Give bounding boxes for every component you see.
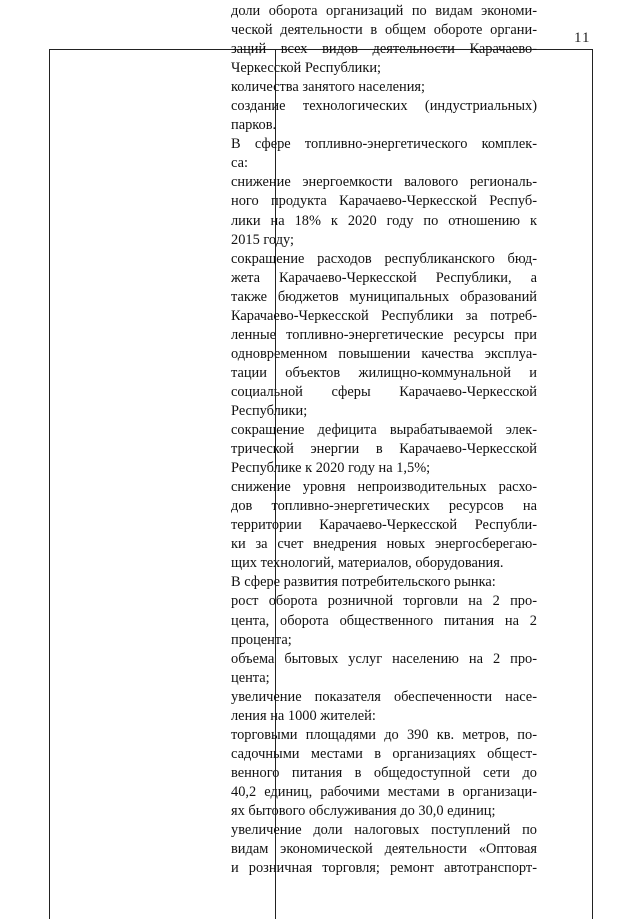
text-line: Черкесской Республики; (231, 60, 382, 77)
text-line: ленные топливно-энергетические ресурсы при (231, 326, 537, 343)
text-line: ки за счет внедрения новых энергосберегаю- (231, 536, 537, 553)
text-line: Республике к 2020 году на 1,5%; (231, 460, 431, 477)
text-line: территории Карачаево-Черкесской Республи- (231, 517, 537, 534)
text-line: щих технологий, материалов, оборудования. (231, 555, 504, 572)
text-line: объема бытовых услуг населению на 2 про- (231, 650, 537, 667)
text-line: заций всех видов деятельности Карачаево- (231, 41, 537, 58)
text-line: видам экономической деятельности «Оптовая (231, 841, 537, 858)
text-line: лики на 18% к 2020 году по отношению к (231, 212, 537, 229)
text-line: жета Карачаево-Черкесской Республики, а (231, 269, 537, 286)
text-line: одновременном повышении качества эксплуа- (231, 345, 537, 362)
text-line: социальной сферы Карачаево-Черкесской (231, 383, 537, 400)
table-cell-text (231, 2, 537, 878)
text-line: парков. (231, 117, 277, 134)
text-line: тации объектов жилищно-коммунальной и (231, 364, 537, 381)
text-line: доли оборота организаций по видам экономи- (231, 3, 537, 19)
text-line: ного продукта Карачаево-Черкесской Респуб- (231, 193, 537, 210)
text-line: торговыми площадями до 390 кв. метров, по- (231, 726, 537, 743)
text-line: сокращение расходов республиканского бюд- (231, 250, 537, 267)
text-line: 2015 году; (231, 231, 295, 248)
text-line: создание технологических (индустриальных) (231, 98, 537, 115)
text-line: 40,2 единиц, рабочими местами в организаци- (231, 783, 537, 800)
text-line: снижение уровня непроизводительных расхо- (231, 479, 537, 496)
page-number: 11 (574, 30, 591, 46)
text-line: также бюджетов муниципальных образований (231, 288, 537, 305)
text-line: трической энергии в Карачаево-Черкесской (231, 441, 537, 458)
text-line: ления на 1000 жителей: (231, 707, 376, 724)
text-line: ях бытового обслуживания до 30,0 единиц; (231, 802, 496, 819)
text-line: венного питания в общедоступной сети до (231, 764, 537, 781)
text-line: са: (231, 155, 248, 172)
text-line: В сфере топливно-энергетического комплек- (231, 136, 537, 153)
text-line: снижение энергоемкости валового региональ- (231, 174, 537, 191)
text-line: увеличение показателя обеспеченности насе- (231, 688, 537, 705)
text-line: цента; (231, 669, 270, 686)
text-line: дов топливно-энергетических ресурсов на (231, 498, 537, 515)
text-line: Карачаево-Черкесской Республики за потреб- (231, 307, 537, 324)
text-line: В сфере развития потребительского рынка: (231, 574, 496, 591)
text-line: ческой деятельности в общем обороте органи- (231, 22, 537, 39)
text-line: сокращение дефицита вырабатываемой элек- (231, 422, 537, 439)
text-line: увеличение доли налоговых поступлений по (231, 822, 537, 839)
text-line: рост оборота розничной торговли на 2 про- (231, 593, 537, 610)
text-line: цента, оборота общественного питания на 2 (231, 612, 537, 629)
text-line: садочными местами в организациях общест- (231, 745, 537, 762)
text-line: и розничная торговля; ремонт автотранспорт- (231, 860, 537, 877)
text-line: количества занятого населения; (231, 79, 426, 96)
text-line: процента; (231, 631, 292, 648)
text-line: Республики; (231, 402, 308, 419)
